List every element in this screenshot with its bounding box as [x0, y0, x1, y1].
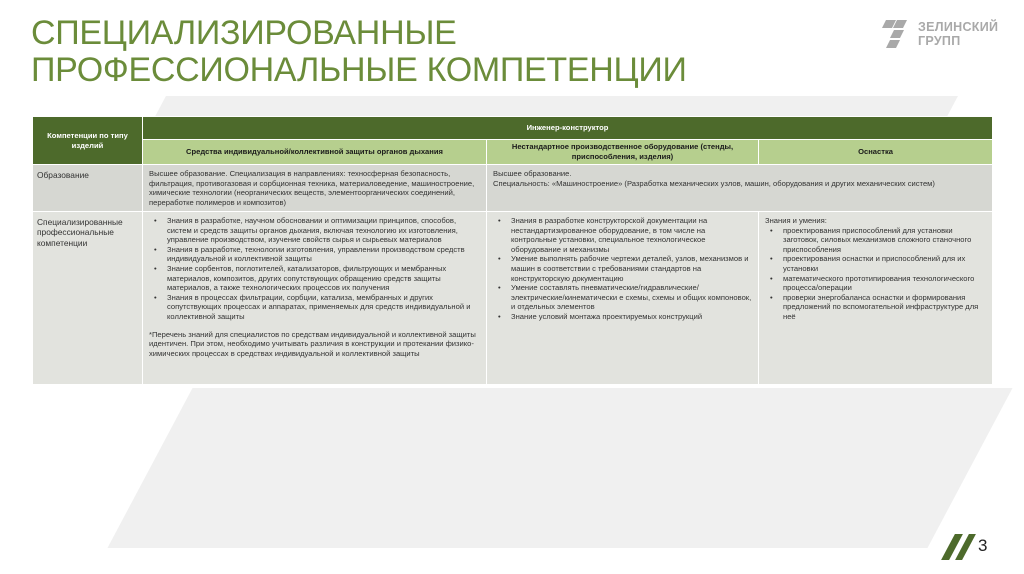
slide-title	[31, 15, 687, 89]
logo-wordmark	[918, 20, 998, 48]
column-header-nonstandard-equipment: Нестандартное производственное оборудование (стенды, приспособления, изделия)	[487, 140, 759, 165]
logo-line2: ГРУПП	[918, 34, 961, 48]
background-band-bottom	[107, 388, 1012, 548]
list-item: • проверки энергобаланса оснастки и формирования предложений по вспомогательной инфраструктуре для неё	[783, 293, 986, 322]
slide-title-line1: СПЕЦИАЛИЗИРОВАННЫЕ	[31, 14, 457, 52]
list-item: • Знания в процессах фильтрации, сорбции, катализа, мембранных и других сопутствующих процессах и аппаратах, применяемых для средств индивидуальной и коллективной защиты	[167, 293, 480, 322]
education-specialty: Специальность: «Машиностроение» (Разработка механических узлов, машин, оборудования и других механических систем)	[493, 178, 935, 188]
education-cell-engineering	[487, 165, 993, 212]
row-label-education: Образование	[33, 165, 143, 212]
logo-line1: ЗЕЛИНСКИЙ	[918, 20, 999, 34]
competencies-list-respiratory	[149, 216, 480, 322]
competencies-cell-respiratory	[143, 212, 487, 385]
list-item: • Знания в разработке, технологии изготовления, управлении производством средств индивидуальной и коллективной защиты	[167, 245, 480, 264]
competencies-footnote: *Перечень знаний для специалистов по средствам индивидуальной и коллективной защиты идентичен. При этом, необходимо учитывать различия в конструкции и протекании физико-химических процессах в средствах индивидуальной и коллективной защиты	[149, 329, 476, 358]
zelinsky-logo-icon	[880, 18, 912, 50]
row-label-competencies: Специализированные профессиональные компетенции	[33, 212, 143, 385]
company-logo	[880, 18, 1010, 52]
list-item: • Знания в разработке, научном обосновании и оптимизации принципов, способов, систем и средств защиты органов дыхания, включая технологию их изготовления, управление производством, изучение свойств сырья и сырьевых материалов	[167, 216, 480, 245]
competencies-list-tooling	[765, 226, 986, 322]
competencies-cell-equipment	[487, 212, 759, 385]
slide-title-line2: ПРОФЕССИОНАЛЬНЫЕ КОМПЕТЕНЦИИ	[31, 51, 687, 89]
education-degree: Высшее образование.	[493, 169, 572, 178]
list-item: • математического прототипирования технологического процесса/операции	[783, 274, 986, 293]
column-header-respiratory-protection: Средства индивидуальной/коллективной защиты органов дыхания	[143, 140, 487, 165]
corner-header: Компетенции по типу изделий	[33, 117, 143, 165]
list-item: • Знание сорбентов, поглотителей, катализаторов, фильтрующих и мембранных материалов, композитов, других сопутствующих обращению средств защиты материалов, а также технологических процессов их получения	[167, 264, 480, 293]
competencies-cell-tooling	[759, 212, 993, 385]
competencies-table	[32, 116, 993, 385]
list-item: • Умение выполнять рабочие чертежи деталей, узлов, механизмов и машин в соответствии с требованиями стандартов на конструкторскую документацию	[511, 254, 752, 283]
education-cell-respiratory: Высшее образование. Специализация в направлениях: техносферная безопасность, фильтрация, противогазовая и сорбционная техника, материаловедение, машиностроение, химические технологии (неорганических веществ, элементоорганических соединений, переработке полимеров и композитов)	[143, 165, 487, 212]
competencies-intro-tooling: Знания и умения:	[765, 216, 827, 225]
list-item: • проектирования оснастки и приспособлений для их установки	[783, 254, 986, 273]
competencies-list-equipment	[493, 216, 752, 322]
list-item: • Знания в разработке конструкторской документации на нестандартизированное оборудование, в том числе на контрольные установки, специальное технологическое оборудование и механизмы	[511, 216, 752, 254]
column-header-tooling: Оснастка	[759, 140, 993, 165]
list-item: • Умение составлять пневматические/гидравлические/электрические/кинематически е схемы, схемы и общих компоновок, и отдельных элементов	[511, 283, 752, 312]
list-item: • Знание условий монтажа проектируемых конструкций	[511, 312, 752, 322]
list-item: • проектирования приспособлений для установки заготовок, силовых механизмов сложного станочного приспособления	[783, 226, 986, 255]
page-number: 3	[978, 536, 988, 555]
group-header: Инженер-конструктор	[143, 117, 993, 140]
